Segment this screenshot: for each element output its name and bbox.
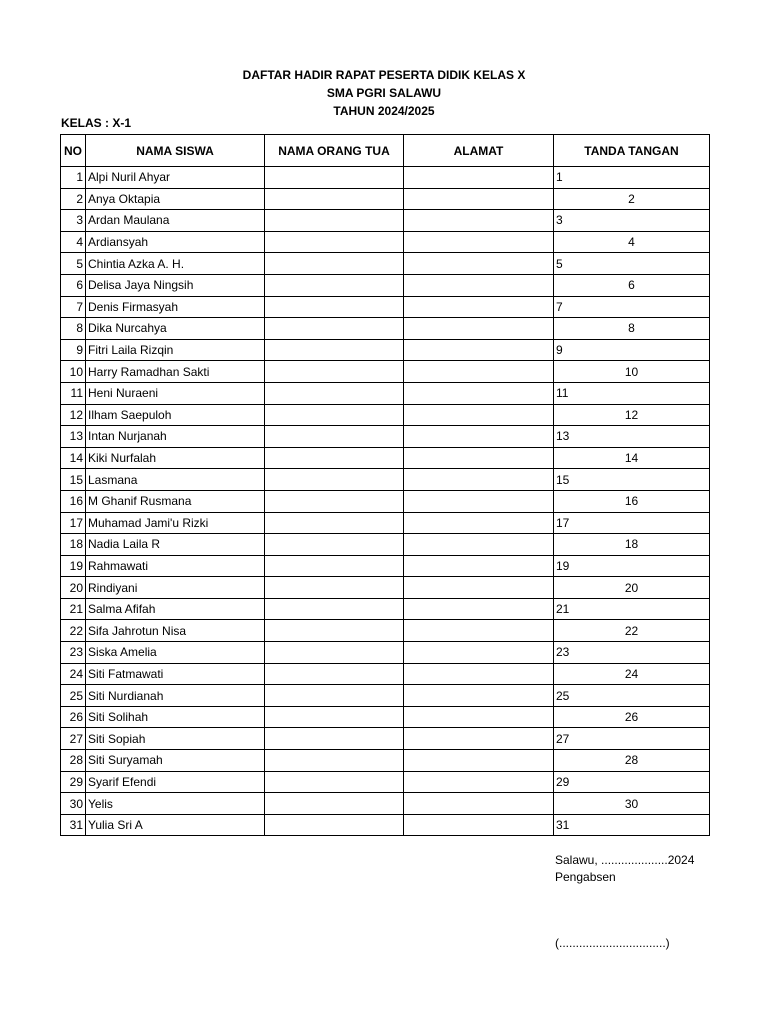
signature-cell: 23 (554, 642, 710, 664)
parent-name-cell (265, 555, 404, 577)
table-row (61, 793, 710, 815)
signature-cell: 2 (554, 188, 710, 210)
parent-name-cell (265, 188, 404, 210)
row-number: 9 (61, 339, 86, 361)
table-row (61, 469, 710, 491)
student-name: Denis Firmasyah (86, 296, 265, 318)
document-title (60, 66, 708, 120)
signature-cell: 1 (554, 167, 710, 189)
class-label: KELAS : X-1 (61, 116, 132, 130)
row-number: 26 (61, 706, 86, 728)
address-cell (404, 577, 554, 599)
parent-name-cell (265, 750, 404, 772)
student-name: Dika Nurcahya (86, 318, 265, 340)
address-cell (404, 793, 554, 815)
table-row (61, 318, 710, 340)
attendance-table (60, 134, 710, 836)
signature-cell: 16 (554, 490, 710, 512)
student-name: Siti Fatmawati (86, 663, 265, 685)
parent-name-cell (265, 426, 404, 448)
address-cell (404, 404, 554, 426)
parent-name-cell (265, 231, 404, 253)
address-cell (404, 728, 554, 750)
student-name: Kiki Nurfalah (86, 447, 265, 469)
parent-name-cell (265, 404, 404, 426)
table-row (61, 447, 710, 469)
parent-name-cell (265, 728, 404, 750)
address-cell (404, 188, 554, 210)
address-cell (404, 642, 554, 664)
signature-cell: 30 (554, 793, 710, 815)
student-name: Salma Afifah (86, 598, 265, 620)
parent-name-cell (265, 296, 404, 318)
row-number: 12 (61, 404, 86, 426)
signature-cell: 19 (554, 555, 710, 577)
student-name: Yelis (86, 793, 265, 815)
address-cell (404, 706, 554, 728)
signature-cell: 24 (554, 663, 710, 685)
row-number: 14 (61, 447, 86, 469)
student-name: Ilham Saepuloh (86, 404, 265, 426)
signature-cell: 13 (554, 426, 710, 448)
table-row (61, 620, 710, 642)
student-name: Syarif Efendi (86, 771, 265, 793)
address-cell (404, 382, 554, 404)
student-name: Ardan Maulana (86, 210, 265, 232)
signature-cell: 3 (554, 210, 710, 232)
parent-name-cell (265, 663, 404, 685)
address-cell (404, 555, 554, 577)
table-row (61, 274, 710, 296)
title-line-3: TAHUN 2024/2025 (333, 104, 435, 118)
student-name: Harry Ramadhan Sakti (86, 361, 265, 383)
signature-cell: 8 (554, 318, 710, 340)
header-no: NO (61, 135, 86, 167)
row-number: 15 (61, 469, 86, 491)
address-cell (404, 663, 554, 685)
parent-name-cell (265, 253, 404, 275)
student-name: Siti Nurdianah (86, 685, 265, 707)
signer-role: Pengabsen (555, 870, 616, 884)
address-cell (404, 339, 554, 361)
table-row (61, 296, 710, 318)
signature-cell: 5 (554, 253, 710, 275)
address-cell (404, 598, 554, 620)
parent-name-cell (265, 685, 404, 707)
signature-cell: 29 (554, 771, 710, 793)
signature-cell: 20 (554, 577, 710, 599)
table-row (61, 577, 710, 599)
table-row (61, 426, 710, 448)
row-number: 16 (61, 490, 86, 512)
address-cell (404, 534, 554, 556)
address-cell (404, 167, 554, 189)
place-date: Salawu, ....................2024 (555, 853, 695, 867)
signature-cell: 31 (554, 814, 710, 836)
student-name: Yulia Sri A (86, 814, 265, 836)
signature-cell: 11 (554, 382, 710, 404)
header-tanda-tangan: TANDA TANGAN (554, 135, 710, 167)
row-number: 1 (61, 167, 86, 189)
table-row (61, 598, 710, 620)
student-name: M Ghanif Rusmana (86, 490, 265, 512)
table-row (61, 555, 710, 577)
row-number: 23 (61, 642, 86, 664)
parent-name-cell (265, 469, 404, 491)
student-name: Siti Suryamah (86, 750, 265, 772)
student-name: Ardiansyah (86, 231, 265, 253)
row-number: 2 (61, 188, 86, 210)
signature-cell: 22 (554, 620, 710, 642)
table-header-row (61, 135, 710, 167)
signature-cell: 27 (554, 728, 710, 750)
row-number: 29 (61, 771, 86, 793)
student-name: Muhamad Jami'u Rizki (86, 512, 265, 534)
parent-name-cell (265, 577, 404, 599)
row-number: 21 (61, 598, 86, 620)
parent-name-cell (265, 512, 404, 534)
signature-cell: 15 (554, 469, 710, 491)
signature-cell: 18 (554, 534, 710, 556)
student-name: Siti Sopiah (86, 728, 265, 750)
address-cell (404, 426, 554, 448)
student-name: Chintia Azka A. H. (86, 253, 265, 275)
student-name: Lasmana (86, 469, 265, 491)
parent-name-cell (265, 361, 404, 383)
signature-cell: 6 (554, 274, 710, 296)
address-cell (404, 318, 554, 340)
row-number: 13 (61, 426, 86, 448)
signature-cell: 7 (554, 296, 710, 318)
parent-name-cell (265, 771, 404, 793)
address-cell (404, 361, 554, 383)
parent-name-cell (265, 490, 404, 512)
table-body (61, 167, 710, 836)
row-number: 4 (61, 231, 86, 253)
row-number: 3 (61, 210, 86, 232)
parent-name-cell (265, 793, 404, 815)
table-row (61, 706, 710, 728)
signature-cell: 17 (554, 512, 710, 534)
address-cell (404, 750, 554, 772)
parent-name-cell (265, 706, 404, 728)
signature-cell: 14 (554, 447, 710, 469)
table-row (61, 663, 710, 685)
address-cell (404, 469, 554, 491)
table-row (61, 534, 710, 556)
address-cell (404, 490, 554, 512)
title-line-2: SMA PGRI SALAWU (326, 86, 442, 100)
table-row (61, 728, 710, 750)
address-cell (404, 274, 554, 296)
parent-name-cell (265, 642, 404, 664)
row-number: 11 (61, 382, 86, 404)
signature-line: (................................) (555, 936, 670, 950)
signature-cell: 4 (554, 231, 710, 253)
student-name: Siti Solihah (86, 706, 265, 728)
student-name: Intan Nurjanah (86, 426, 265, 448)
table-row (61, 361, 710, 383)
row-number: 6 (61, 274, 86, 296)
table-row (61, 167, 710, 189)
parent-name-cell (265, 382, 404, 404)
table-row (61, 750, 710, 772)
table-row (61, 642, 710, 664)
row-number: 20 (61, 577, 86, 599)
header-nama-orang-tua: NAMA ORANG TUA (265, 135, 404, 167)
row-number: 28 (61, 750, 86, 772)
row-number: 30 (61, 793, 86, 815)
signature-cell: 26 (554, 706, 710, 728)
address-cell (404, 253, 554, 275)
row-number: 18 (61, 534, 86, 556)
student-name: Alpi Nuril Ahyar (86, 167, 265, 189)
address-cell (404, 512, 554, 534)
signature-cell: 12 (554, 404, 710, 426)
student-name: Rindiyani (86, 577, 265, 599)
table-row (61, 382, 710, 404)
student-name: Heni Nuraeni (86, 382, 265, 404)
signature-cell: 21 (554, 598, 710, 620)
row-number: 22 (61, 620, 86, 642)
parent-name-cell (265, 210, 404, 232)
signature-cell: 28 (554, 750, 710, 772)
parent-name-cell (265, 167, 404, 189)
table-row (61, 512, 710, 534)
row-number: 31 (61, 814, 86, 836)
address-cell (404, 620, 554, 642)
parent-name-cell (265, 598, 404, 620)
table-row (61, 404, 710, 426)
address-cell (404, 210, 554, 232)
row-number: 25 (61, 685, 86, 707)
student-name: Delisa Jaya Ningsih (86, 274, 265, 296)
table-row (61, 771, 710, 793)
parent-name-cell (265, 620, 404, 642)
header-nama-siswa: NAMA SISWA (86, 135, 265, 167)
row-number: 7 (61, 296, 86, 318)
address-cell (404, 814, 554, 836)
row-number: 27 (61, 728, 86, 750)
signature-cell: 25 (554, 685, 710, 707)
signature-cell: 10 (554, 361, 710, 383)
table-row (61, 814, 710, 836)
table-row (61, 188, 710, 210)
row-number: 10 (61, 361, 86, 383)
parent-name-cell (265, 814, 404, 836)
student-name: Sifa Jahrotun Nisa (86, 620, 265, 642)
table-row (61, 339, 710, 361)
student-name: Anya Oktapia (86, 188, 265, 210)
student-name: Nadia Laila R (86, 534, 265, 556)
table-row (61, 490, 710, 512)
table-row (61, 210, 710, 232)
address-cell (404, 447, 554, 469)
table-row (61, 231, 710, 253)
student-name: Fitri Laila Rizqin (86, 339, 265, 361)
address-cell (404, 771, 554, 793)
row-number: 17 (61, 512, 86, 534)
student-name: Rahmawati (86, 555, 265, 577)
address-cell (404, 296, 554, 318)
row-number: 8 (61, 318, 86, 340)
address-cell (404, 231, 554, 253)
row-number: 19 (61, 555, 86, 577)
address-cell (404, 685, 554, 707)
title-line-1: DAFTAR HADIR RAPAT PESERTA DIDIK KELAS X (242, 68, 526, 82)
parent-name-cell (265, 447, 404, 469)
parent-name-cell (265, 318, 404, 340)
header-alamat: ALAMAT (404, 135, 554, 167)
row-number: 5 (61, 253, 86, 275)
table-row (61, 685, 710, 707)
parent-name-cell (265, 339, 404, 361)
parent-name-cell (265, 534, 404, 556)
student-name: Siska Amelia (86, 642, 265, 664)
row-number: 24 (61, 663, 86, 685)
table-row (61, 253, 710, 275)
parent-name-cell (265, 274, 404, 296)
signature-cell: 9 (554, 339, 710, 361)
